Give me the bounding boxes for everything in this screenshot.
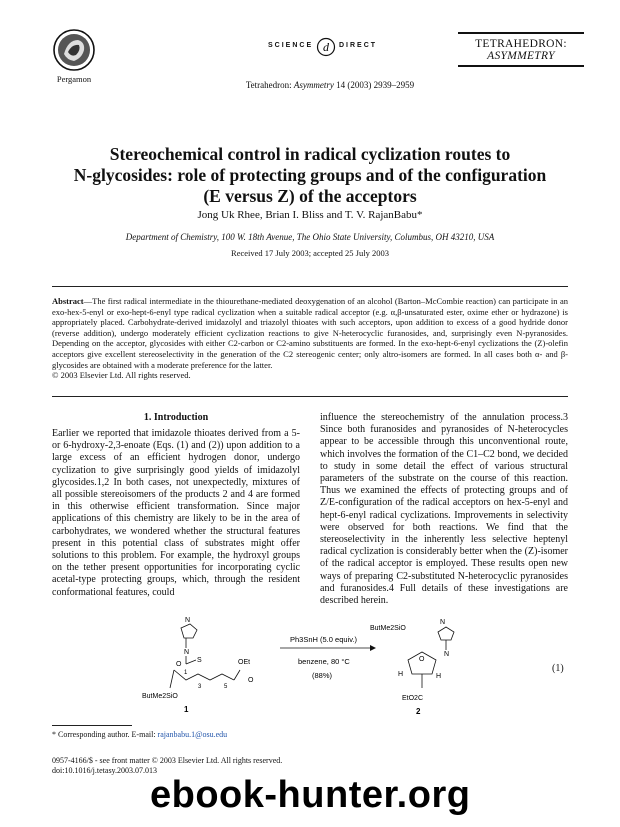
label-c3: 3 <box>198 684 202 690</box>
publisher-name: Pergamon <box>56 74 92 84</box>
journal-box-line2: ASYMMETRY <box>487 50 555 62</box>
abstract-text: —The first radical intermediate in the thiourethane-mediated deoxygenation of an alcohol (Barton–McCombie reaction) can participate in an exo-hex-5-enyl or exo-hept-6-enyl type radical cyclization when a suitable radical acceptor (e.g. α,β-unsaturated ester, oxime ether or hydrazone) is appropriately placed. Carbohydrate-derived imidazolyl and triazolyl thioates with such acceptors, upon addition to excess of a good hydride donor (reverse addition), undergo moderately efficient cyclization reactions to give N-heterocyclic furanosides, and, surprisingly even N-pyranosides. Depending on the acceptor, glycosides with either C2-carbon or C2-amino substituents are formed. In the exo-hept-6-enyl cyclizations the (Z)-olefin acceptors give excellent stereoselectivity in the generation of the C2 stereogenic center; only altro-isomers are formed. In all cases both α- and β-glycosides are obtained with a moderate preference for the latter. <box>52 296 568 370</box>
label-o-1: O <box>176 661 182 668</box>
label-s-1: S <box>197 657 202 664</box>
compound-1-label: 1 <box>184 705 189 714</box>
author-list: Jong Uk Rhee, Brian I. Bliss and T. V. RajanBabu* <box>197 209 423 221</box>
label-ester-2: EtO2C <box>402 695 424 702</box>
equation-number: (1) <box>552 663 564 674</box>
label-n-mid-2: N <box>444 651 450 658</box>
label-h2: H <box>436 673 442 680</box>
label-tbs-2: ButMe2SiO <box>370 625 406 632</box>
issn-doi-block <box>52 756 282 776</box>
label-c5: 5 <box>224 684 228 690</box>
reagent-text: Ph3SnH (5.0 equiv.) <box>290 635 357 644</box>
copyright-line: © 2003 Elsevier Ltd. All rights reserved. <box>52 370 191 381</box>
label-c1-1: 1 <box>184 670 188 676</box>
corresponding-author-note: * Corresponding author. E-mail: rajanbabu.1@osu.edu <box>52 730 228 739</box>
yield-text: (88%) <box>312 671 333 680</box>
label-tbs-1: ButMe2SiO <box>142 693 178 700</box>
compound-1-structure <box>142 617 254 714</box>
footnote-rule <box>52 725 132 726</box>
conditions-text: benzene, 80 °C <box>298 657 350 666</box>
divider-top <box>52 286 568 287</box>
author-email-link[interactable]: rajanbabu.1@osu.edu <box>157 730 228 739</box>
label-h1: H <box>398 671 404 678</box>
intro-right-column: influence the stereochemistry of the annulation process.3 Since both furanosides and pyranosides of N-heterocycles appear to be accessible through this unconventional route, which involves the formation of the C1–C2 bond, we decided to study in some detail the effect of various structural parameters of the substrate on the course of this reaction. Thus we examined the effects of protecting groups and of Z/E-configuration of the radical acceptors on hex-5-enyl and hept-6-enyl radical cyclizations. Improvements in selectivity were observed for both reactions. We find that the stereoselectivity in the inherently less selective heptenyl radical cyclization is considerably better when the (Z)-isomer of the radical acceptor is employed. These results open new ways of preparing C2-substituted N-heterocyclic pyranosides and furanosides.4 Full details of these investigations are described herein. <box>320 412 568 607</box>
doi-line: doi:10.1016/j.tetasy.2003.07.013 <box>52 766 158 775</box>
intro-left-column: Earlier we reported that imidazole thioates derived from a 5- or 6-hydroxy-2,3-enoate (Eqs. (1) and (2)) upon addition to a large excess of an efficient hydrogen donor, undergo cyclization to give surprisingly good yields of imidazolyl glycosides.1,2 In both cases, not unexpectedly, mixtures of all possible stereoisomers of the products 2 and 4 are formed in this otherwise efficient transformation. Since major applications of this chemistry are likely to be in the area of carbohydrates, we wondered whether the structural features present in this potential class of substrates might offer solutions to this problem. For example, the hydroxyl groups on the tether present opportunities for incorporating cyclic acetal-type protecting groups, which, through the resident conformational features, could <box>52 428 300 598</box>
reaction-scheme <box>140 616 500 716</box>
label-n-top-1: N <box>185 617 191 624</box>
affiliation: Department of Chemistry, 100 W. 18th Avenue, The Ohio State University, Columbus, OH 43210, USA <box>125 232 495 242</box>
sciencedirect-logo <box>268 37 388 55</box>
section-heading: 1. Introduction <box>143 412 209 423</box>
compound-2-label: 2 <box>416 707 421 716</box>
abstract-label: Abstract <box>52 296 84 306</box>
divider-bottom <box>52 396 568 397</box>
label-n-mid-1: N <box>184 649 190 656</box>
sd-logo-icon <box>316 37 336 57</box>
abstract <box>52 296 568 381</box>
label-o-ring: O <box>419 656 425 663</box>
label-o-ester: O <box>248 677 254 684</box>
label-oet: OEt <box>238 659 251 666</box>
reaction-arrow <box>280 635 376 680</box>
sd-logo-right: DIRECT <box>339 42 378 49</box>
journal-title-box <box>458 32 584 67</box>
svg-text:d: d <box>323 40 329 54</box>
journal-box-line1: TETRAHEDRON: <box>475 38 567 50</box>
compound-2-structure <box>370 619 454 716</box>
issn-line: 0957-4166/$ - see front matter © 2003 Elsevier Ltd. All rights reserved. <box>52 756 283 765</box>
article-title: Stereochemical control in radical cyclization routes to N-glycosides: role of protecting groups and of the configuration (E versus Z) of the acceptors <box>73 144 547 206</box>
label-n-top-2: N <box>440 619 446 626</box>
journal-citation: Tetrahedron: Asymmetry 14 (2003) 2939–2959 <box>245 80 415 90</box>
received-dates: Received 17 July 2003; accepted 25 July 2003 <box>231 248 389 258</box>
watermark-text: ebook-hunter.org <box>150 774 471 816</box>
pergamon-logo <box>52 28 96 72</box>
sd-logo-left: SCIENCE <box>268 42 314 49</box>
